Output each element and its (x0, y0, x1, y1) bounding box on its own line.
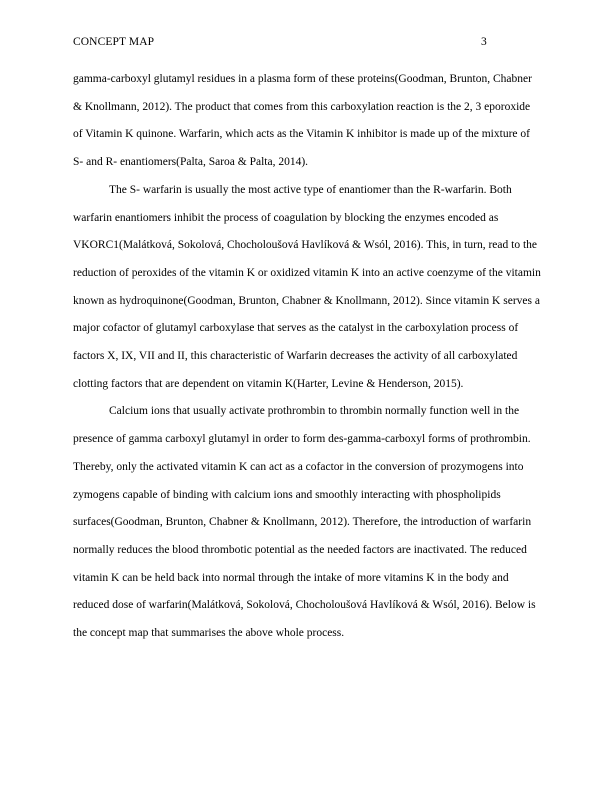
paragraph-1: gamma-carboxyl glutamyl residues in a plasma form of these proteins(Goodman, Brunton, Chabner & Knollmann, 2012). The product that comes from this carboxylation reaction is the 2, 3 eporoxide of Vitamin K quinone. Warfarin, which acts as the Vitamin K inhibitor is made up of the mixture of S- and R- enantiomers(Palta, Saroa & Palta, 2014). (73, 73, 532, 169)
page-number: 3 (481, 36, 487, 48)
running-head: CONCEPT MAP (73, 36, 155, 48)
paragraph-2: The S- warfarin is usually the most active type of enantiomer than the R-warfarin. Both warfarin enantiomers inhibit the process of coagulation by blocking the enzymes encoded as VKORC1(Malátková, Sokolová, Chocholoušová Havlíková & Wsól, 2016). This, in turn, read to the reduction of peroxides of the vitamin K or oxidized vitamin K into an active coenzyme of the vitamin known as hydroquinone(Goodman, Brunton, Chabner & Knollmann, 2012). Since vitamin K serves a major cofactor of glutamyl carboxylase that serves as the catalyst in the carboxylation process of factors X, IX, VII and II, this characteristic of Warfarin decreases the activity of all carboxylated clotting factors that are dependent on vitamin K(Harter, Levine & Henderson, 2015). (73, 183, 541, 390)
body-text (73, 66, 542, 648)
paragraph-3: Calcium ions that usually activate prothrombin to thrombin normally function well in the presence of gamma carboxyl glutamyl in order to form des-gamma-carboxyl forms of prothrombin. Thereby, only the activated vitamin K can act as a cofactor in the conversion of prozymogens into zymogens capable of binding with calcium ions and smoothly interacting with phospholipids surfaces(Goodman, Brunton, Chabner & Knollmann, 2012). Therefore, the introduction of warfarin normally reduces the blood thrombotic potential as the needed factors are inactivated. The reduced vitamin K can be held back into normal through the intake of more vitamins K in the body and reduced dose of warfarin(Malátková, Sokolová, Chocholoušová Havlíková & Wsól, 2016). Below is the concept map that summarises the above whole process. (73, 405, 536, 640)
